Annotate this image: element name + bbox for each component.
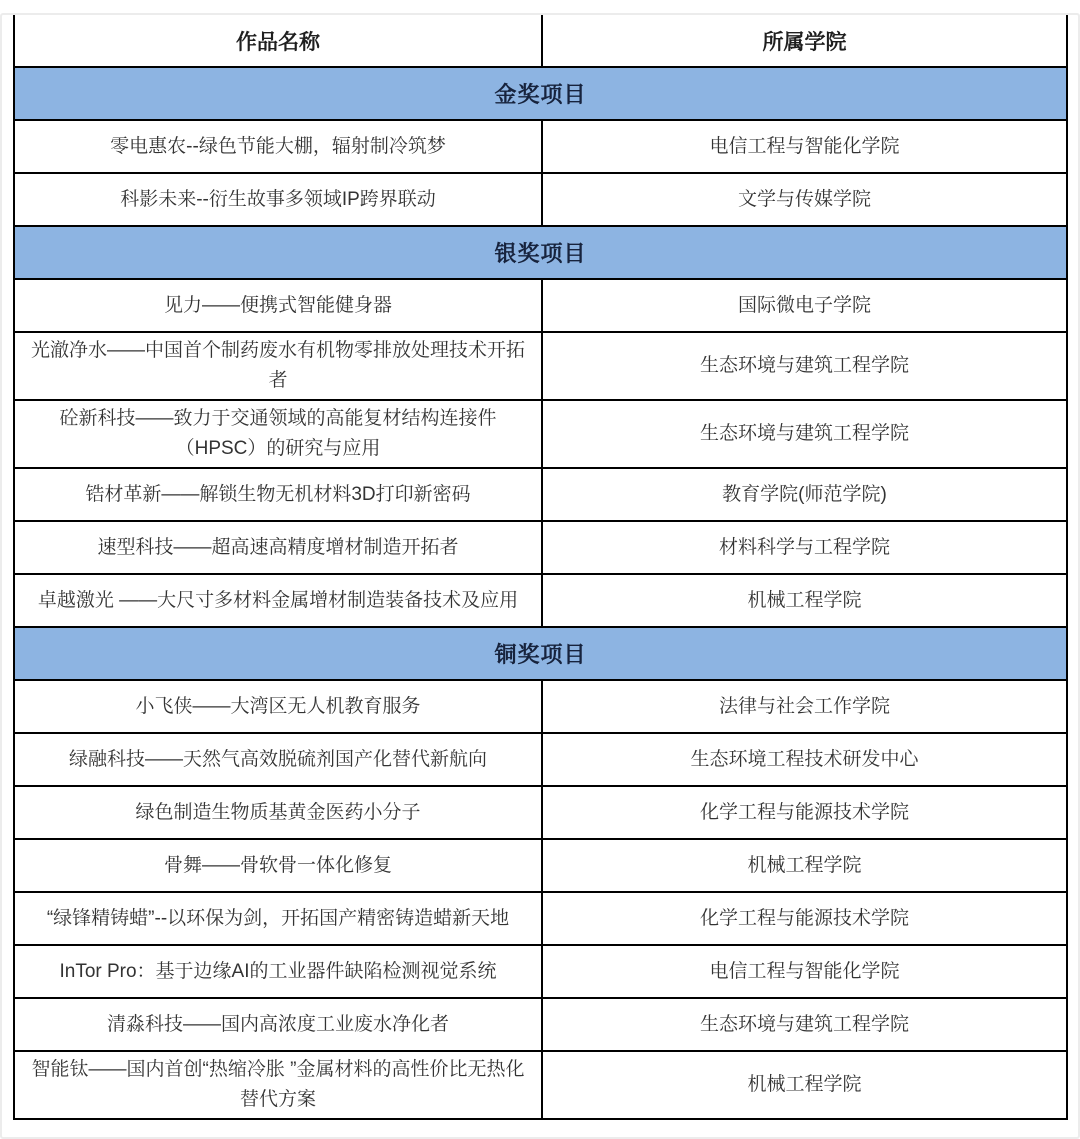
work-name-cell: 小飞侠——大湾区无人机教育服务 [14, 680, 542, 733]
work-name-cell: 卓越激光 ——大尺寸多材料金属增材制造装备技术及应用 [14, 574, 542, 627]
work-name-cell: 绿融科技——天然气高效脱硫剂国产化替代新航向 [14, 733, 542, 786]
college-cell: 化学工程与能源技术学院 [542, 786, 1067, 839]
college-cell: 法律与社会工作学院 [542, 680, 1067, 733]
column-header-college: 所属学院 [542, 14, 1067, 67]
table-row [14, 733, 1067, 786]
work-name-cell: InTor Pro：基于边缘AI的工业器件缺陷检测视觉系统 [14, 945, 542, 998]
work-name-cell: 砼新科技——致力于交通领域的高能复材结构连接件（HPSC）的研究与应用 [14, 400, 542, 468]
table-row [14, 998, 1067, 1051]
section-title: 金奖项目 [14, 67, 1067, 120]
table-row [14, 279, 1067, 332]
college-cell: 教育学院(师范学院) [542, 468, 1067, 521]
college-cell: 生态环境与建筑工程学院 [542, 332, 1067, 400]
work-name-cell: 速型科技——超高速高精度增材制造开拓者 [14, 521, 542, 574]
section-header-row [14, 627, 1067, 680]
work-name-cell: 锆材革新——解锁生物无机材料3D打印新密码 [14, 468, 542, 521]
work-name-cell: 智能钛——国内首创“热缩冷胀 ”金属材料的高性价比无热化替代方案 [14, 1051, 542, 1119]
college-cell: 生态环境工程技术研发中心 [542, 733, 1067, 786]
awards-table-body [14, 67, 1067, 1119]
work-name-cell: 科影未来--衍生故事多领域IP跨界联动 [14, 173, 542, 226]
college-cell: 生态环境与建筑工程学院 [542, 998, 1067, 1051]
section-title: 铜奖项目 [14, 627, 1067, 680]
work-name-cell: “绿锋精铸蜡”--以环保为剑，开拓国产精密铸造蜡新天地 [14, 892, 542, 945]
college-cell: 材料科学与工程学院 [542, 521, 1067, 574]
column-header-work-name: 作品名称 [14, 14, 542, 67]
college-cell: 电信工程与智能化学院 [542, 945, 1067, 998]
section-title: 银奖项目 [14, 226, 1067, 279]
college-cell: 国际微电子学院 [542, 279, 1067, 332]
table-header-row [14, 14, 1067, 67]
section-header-row [14, 67, 1067, 120]
college-cell: 文学与传媒学院 [542, 173, 1067, 226]
table-row [14, 400, 1067, 468]
table-row [14, 945, 1067, 998]
college-cell: 生态环境与建筑工程学院 [542, 400, 1067, 468]
table-row [14, 786, 1067, 839]
college-cell: 机械工程学院 [542, 839, 1067, 892]
college-cell: 化学工程与能源技术学院 [542, 892, 1067, 945]
section-header-row [14, 226, 1067, 279]
table-row [14, 332, 1067, 400]
table-row [14, 1051, 1067, 1119]
work-name-cell: 骨舞——骨软骨一体化修复 [14, 839, 542, 892]
college-cell: 电信工程与智能化学院 [542, 120, 1067, 173]
table-row [14, 120, 1067, 173]
work-name-cell: 光澈净水——中国首个制药废水有机物零排放处理技术开拓者 [14, 332, 542, 400]
work-name-cell: 零电惠农--绿色节能大棚，辐射制冷筑梦 [14, 120, 542, 173]
table-row [14, 839, 1067, 892]
table-row [14, 892, 1067, 945]
table-row [14, 574, 1067, 627]
table-row [14, 173, 1067, 226]
work-name-cell: 见力——便携式智能健身器 [14, 279, 542, 332]
work-name-cell: 绿色制造生物质基黄金医药小分子 [14, 786, 542, 839]
table-row [14, 680, 1067, 733]
work-name-cell: 清淼科技——国内高浓度工业废水净化者 [14, 998, 542, 1051]
table-row [14, 468, 1067, 521]
college-cell: 机械工程学院 [542, 574, 1067, 627]
college-cell: 机械工程学院 [542, 1051, 1067, 1119]
awards-table [13, 13, 1068, 1120]
table-row [14, 521, 1067, 574]
